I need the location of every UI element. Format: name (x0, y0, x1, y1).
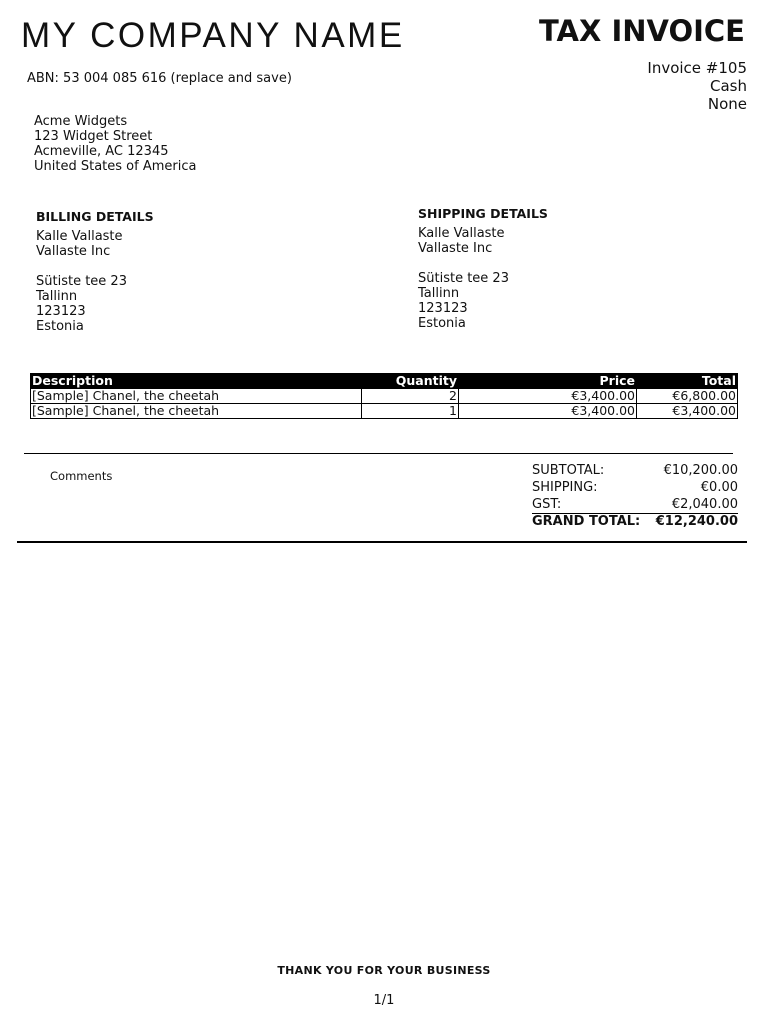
shipping-label: SHIPPING: (532, 480, 598, 495)
divider (24, 453, 733, 454)
item-quantity: 1 (362, 404, 459, 419)
shipping-postcode: 123123 (418, 301, 468, 316)
billing-details-title: BILLING DETAILS (36, 209, 154, 224)
table-row (31, 389, 738, 404)
table-header-row (31, 374, 738, 389)
shipping-country: Estonia (418, 316, 466, 331)
column-header-price: Price (459, 374, 637, 389)
from-address (34, 114, 196, 174)
column-header-total: Total (637, 374, 738, 389)
page-number: 1/1 (373, 993, 395, 1008)
payment-terms: None (707, 95, 747, 113)
billing-company: Vallaste Inc (36, 244, 111, 259)
grand-total-value: €12,240.00 (655, 514, 738, 529)
tax-value: €2,040.00 (671, 497, 738, 512)
shipping-name: Kalle Vallaste (418, 226, 505, 241)
line-items-table (30, 373, 738, 419)
billing-street: Sütiste tee 23 (36, 274, 127, 289)
grand-total-row (532, 513, 738, 530)
grand-total-label: GRAND TOTAL: (532, 514, 641, 529)
table-row (31, 404, 738, 419)
shipping-row (532, 479, 738, 496)
billing-city: Tallinn (36, 289, 78, 304)
totals-summary (532, 462, 738, 530)
item-description: [Sample] Chanel, the cheetah (31, 404, 362, 419)
item-total: €3,400.00 (637, 404, 738, 419)
tax-label: GST: (532, 497, 562, 512)
shipping-value: €0.00 (700, 480, 738, 495)
billing-name: Kalle Vallaste (36, 229, 123, 244)
divider-thick (17, 541, 747, 543)
shipping-address (418, 226, 548, 331)
subtotal-row (532, 462, 738, 479)
payment-method: Cash (710, 77, 747, 95)
subtotal-value: €10,200.00 (663, 463, 738, 478)
company-name: MY COMPANY NAME (21, 16, 405, 55)
tax-row (532, 496, 738, 513)
billing-country: Estonia (36, 319, 84, 334)
subtotal-label: SUBTOTAL: (532, 463, 605, 478)
column-header-quantity: Quantity (362, 374, 459, 389)
invoice-meta (647, 59, 747, 113)
item-total: €6,800.00 (637, 389, 738, 404)
comments-label: Comments (50, 469, 113, 483)
item-price: €3,400.00 (459, 404, 637, 419)
from-address-line: Acme Widgets (34, 114, 128, 129)
abn-number: ABN: 53 004 085 616 (replace and save) (27, 71, 292, 86)
shipping-details (418, 206, 548, 331)
billing-address (36, 229, 154, 334)
document-title: TAX INVOICE (539, 14, 745, 48)
item-description: [Sample] Chanel, the cheetah (31, 389, 362, 404)
shipping-company: Vallaste Inc (418, 241, 493, 256)
billing-details (36, 209, 154, 334)
item-quantity: 2 (362, 389, 459, 404)
shipping-details-title: SHIPPING DETAILS (418, 206, 548, 221)
shipping-street: Sütiste tee 23 (418, 271, 509, 286)
from-address-line: 123 Widget Street (34, 129, 153, 144)
invoice-number: Invoice #105 (647, 59, 747, 77)
from-address-line: Acmeville, AC 12345 (34, 144, 169, 159)
thank-you-message: THANK YOU FOR YOUR BUSINESS (277, 964, 491, 977)
shipping-city: Tallinn (418, 286, 460, 301)
item-price: €3,400.00 (459, 389, 637, 404)
billing-postcode: 123123 (36, 304, 86, 319)
column-header-description: Description (31, 374, 362, 389)
from-address-line: United States of America (34, 159, 197, 174)
